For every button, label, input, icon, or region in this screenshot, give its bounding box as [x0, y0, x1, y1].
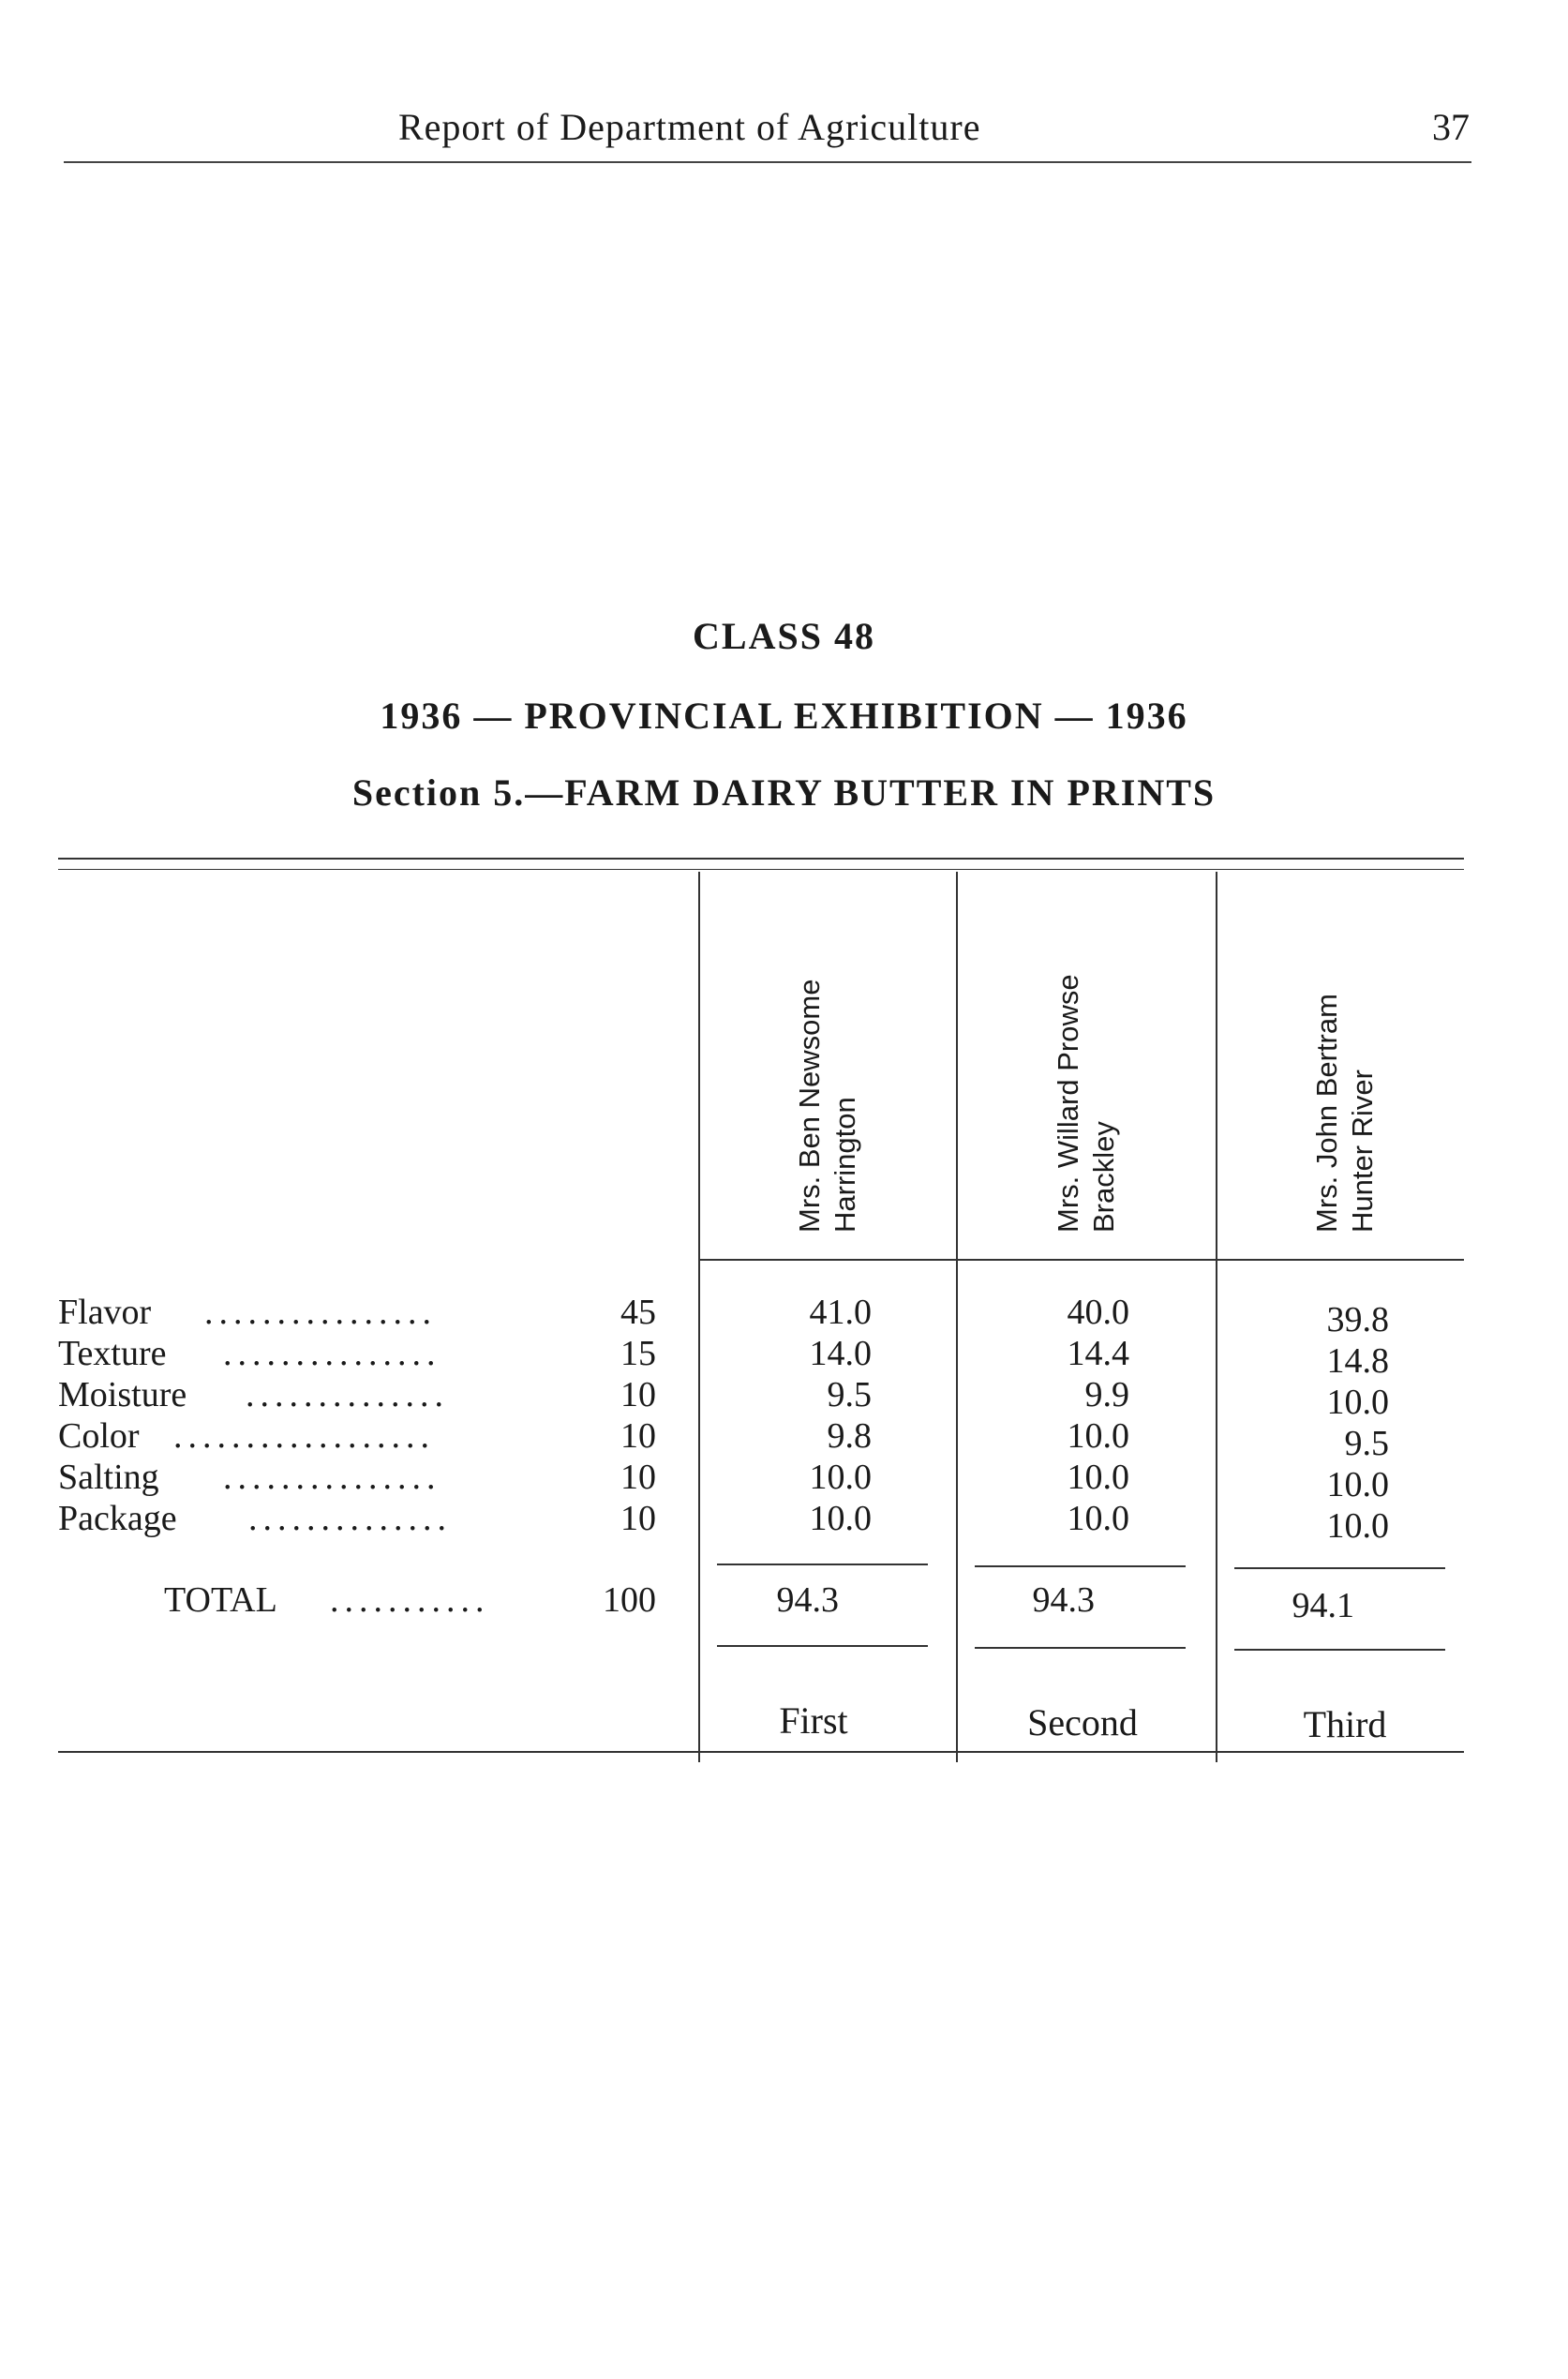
placing-label: Second	[1027, 1701, 1138, 1743]
total-rule	[1234, 1649, 1445, 1651]
dot-leader: ...............	[223, 1334, 441, 1373]
table-row	[0, 1333, 1568, 1381]
total-rule	[717, 1645, 928, 1647]
table-top-rule-inner	[58, 869, 1464, 870]
page-number: 37	[1432, 106, 1470, 148]
subtotal-rule	[1234, 1567, 1445, 1569]
score-cell: 10.0	[809, 1458, 872, 1497]
total-row	[0, 1579, 1568, 1625]
score-cell: 9.8	[827, 1416, 872, 1456]
exhibitor-place: Brackley	[1087, 1121, 1120, 1233]
score-cell: 9.9	[1084, 1375, 1129, 1414]
score-cell: 14.8	[1326, 1341, 1389, 1381]
score-cell: 9.5	[1344, 1424, 1389, 1463]
running-title: Report of Department of Agriculture	[398, 106, 981, 148]
dot-leader: ..............	[246, 1375, 449, 1414]
exhibitor-place: Hunter River	[1346, 1070, 1379, 1233]
header-rule	[64, 161, 1471, 163]
criterion-label: Package	[58, 1499, 177, 1538]
placing-label: Third	[1303, 1703, 1387, 1745]
max-points: 10	[620, 1375, 656, 1414]
table-row	[0, 1457, 1568, 1504]
score-cell: 10.0	[1326, 1465, 1389, 1504]
max-points: 15	[620, 1334, 656, 1373]
max-points: 10	[620, 1416, 656, 1456]
exhibitor-name: Mrs. Willard Prowse	[1052, 974, 1084, 1233]
score-cell: 10.0	[1326, 1506, 1389, 1546]
placing-label: First	[779, 1699, 848, 1742]
dot-leader: ................	[204, 1293, 437, 1332]
total-score: 94.1	[1292, 1586, 1354, 1625]
max-points: 10	[620, 1458, 656, 1497]
table-top-rule	[58, 858, 1464, 860]
score-cell: 10.0	[1067, 1499, 1129, 1538]
score-cell: 40.0	[1067, 1293, 1129, 1332]
criterion-label: Color	[58, 1416, 140, 1456]
exhibitor-header-3	[1218, 876, 1471, 1233]
score-cell: 10.0	[1326, 1383, 1389, 1422]
table-row	[0, 1374, 1568, 1422]
criterion-label: Texture	[58, 1334, 167, 1373]
total-label: TOTAL	[164, 1580, 277, 1620]
score-cell: 10.0	[1067, 1458, 1129, 1497]
score-cell: 14.0	[809, 1334, 872, 1373]
criterion-label: Moisture	[58, 1375, 187, 1414]
running-head	[0, 105, 1568, 161]
total-score: 94.3	[776, 1580, 839, 1620]
subtotal-rule	[717, 1564, 928, 1565]
criterion-label: Flavor	[58, 1293, 152, 1332]
total-points: 100	[603, 1580, 656, 1620]
total-score: 94.3	[1032, 1580, 1095, 1620]
exhibitor-place: Harrington	[829, 1097, 861, 1233]
criterion-label: Salting	[58, 1458, 159, 1497]
score-cell: 41.0	[809, 1293, 872, 1332]
table-bottom-rule	[58, 1751, 1464, 1753]
table-row	[0, 1498, 1568, 1546]
score-cell: 14.4	[1067, 1334, 1129, 1373]
total-rule	[975, 1647, 1186, 1649]
class-title: CLASS 48	[693, 615, 875, 657]
score-cell: 10.0	[1067, 1416, 1129, 1456]
subtotal-rule	[975, 1565, 1186, 1567]
score-cell: 10.0	[809, 1499, 872, 1538]
table-row	[0, 1292, 1568, 1339]
dot-leader: ..................	[173, 1416, 435, 1456]
exhibitor-name: Mrs. John Bertram	[1310, 994, 1343, 1233]
header-bottom-rule	[698, 1259, 1464, 1261]
exhibitor-header-1	[701, 876, 954, 1233]
max-points: 45	[620, 1293, 656, 1332]
table-row	[0, 1415, 1568, 1463]
exhibitor-header-2	[960, 876, 1213, 1233]
max-points: 10	[620, 1499, 656, 1538]
dot-leader: ..............	[248, 1499, 452, 1538]
score-cell: 9.5	[827, 1375, 872, 1414]
score-cell: 39.8	[1326, 1300, 1389, 1339]
dot-leader: ...............	[223, 1458, 441, 1497]
section-title: Section 5.—FARM DAIRY BUTTER IN PRINTS	[351, 771, 1217, 814]
exhibition-title: 1936 — PROVINCIAL EXHIBITION — 1936	[380, 695, 1188, 737]
dot-leader: ...........	[330, 1580, 490, 1620]
exhibitor-name: Mrs. Ben Newsome	[793, 979, 826, 1233]
